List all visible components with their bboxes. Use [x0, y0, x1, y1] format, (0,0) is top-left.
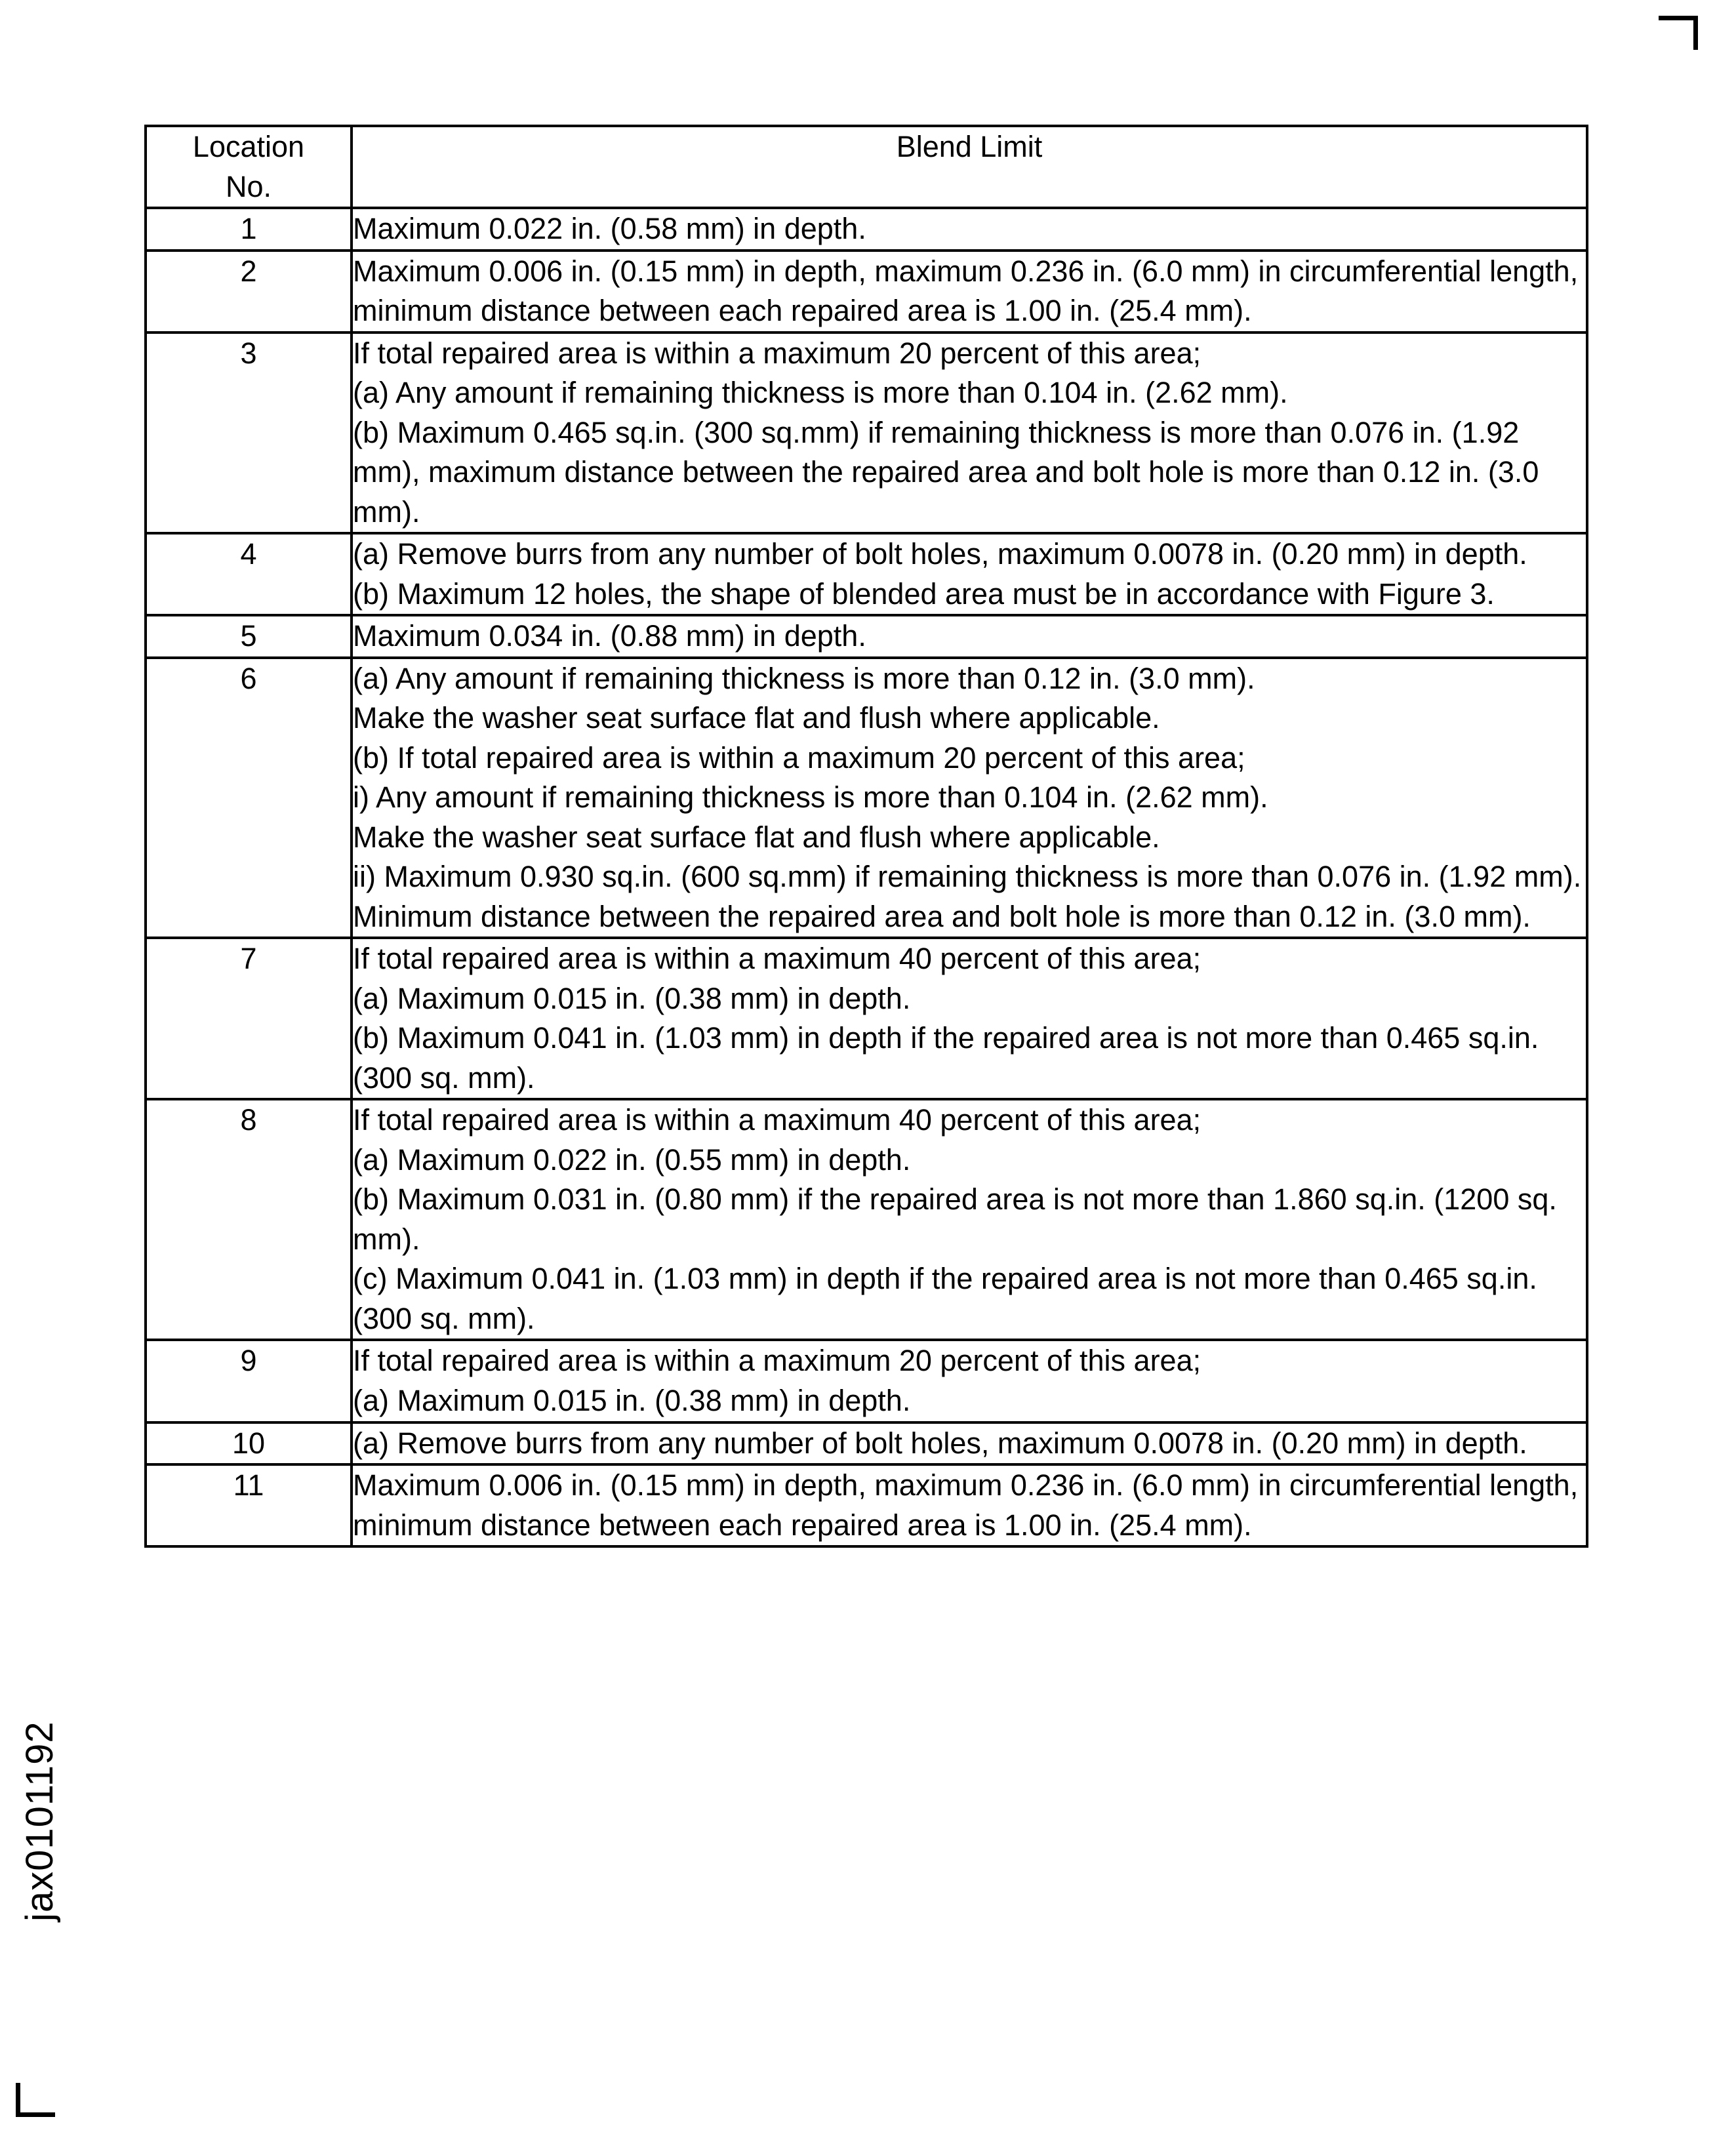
- blend-limit-line: Maximum 0.006 in. (0.15 mm) in depth, maximum 0.236 in. (6.0 mm) in circumferential length, minimum distance between each repaired area is 1.00 in. (25.4 mm).: [353, 1468, 1586, 1542]
- blend-limit-line: If total repaired area is within a maximum 20 percent of this area;: [353, 1344, 1201, 1378]
- blend-limit-line: (a) Maximum 0.022 in. (0.55 mm) in depth.: [353, 1142, 911, 1177]
- crop-mark-top-right: [1659, 16, 1698, 50]
- table-row: [146, 615, 1587, 658]
- blend-limit-line: (a) Remove burrs from any number of bolt holes, maximum 0.0078 in. (0.20 mm) in depth.: [353, 1426, 1527, 1460]
- table-row: [146, 251, 1587, 332]
- blend-limit-table-container: [144, 125, 1588, 1548]
- table-row: [146, 533, 1587, 615]
- cell-location-no: 7: [146, 938, 352, 1099]
- blend-limit-line: (a) Maximum 0.015 in. (0.38 mm) in depth.: [353, 981, 911, 1015]
- table-header: [146, 126, 1587, 208]
- cell-location-no: 10: [146, 1422, 352, 1465]
- column-header-location-no-line2: No.: [225, 169, 272, 203]
- blend-limit-line: (b) Maximum 0.041 in. (1.03 mm) in depth if the repaired area is not more than 0.465 sq.in. (300 sq. mm).: [353, 1021, 1547, 1095]
- blend-limit-line: i) Any amount if remaining thickness is more than 0.104 in. (2.62 mm).: [353, 780, 1268, 815]
- cell-blend-limit: [352, 938, 1587, 1099]
- table-row: [146, 1099, 1587, 1340]
- blend-limit-line: (b) If total repaired area is within a maximum 20 percent of this area;: [353, 740, 1245, 775]
- blend-limit-line: (c) Maximum 0.041 in. (1.03 mm) in depth if the repaired area is not more than 0.465 sq.in. (300 sq. mm).: [353, 1262, 1546, 1335]
- table-row: [146, 938, 1587, 1099]
- column-header-location-no-line1: Location: [192, 130, 305, 163]
- cell-blend-limit: [352, 1464, 1587, 1546]
- blend-limit-line: ii) Maximum 0.930 sq.in. (600 sq.mm) if remaining thickness is more than 0.076 in. (1.92 mm). Minimum distance between the repaired area and bolt hole is more than 0.12 in. (3.0 mm).: [353, 860, 1590, 933]
- blend-limit-line: Maximum 0.006 in. (0.15 mm) in depth, maximum 0.236 in. (6.0 mm) in circumferential length, minimum distance between each repaired area is 1.00 in. (25.4 mm).: [353, 254, 1586, 328]
- table-row: [146, 1340, 1587, 1422]
- cell-location-no: 2: [146, 251, 352, 332]
- table-row: [146, 208, 1587, 251]
- blend-limit-line: If total repaired area is within a maximum 20 percent of this area;: [353, 336, 1201, 370]
- cell-location-no: 1: [146, 208, 352, 251]
- table-row: [146, 658, 1587, 938]
- cell-location-no: 9: [146, 1340, 352, 1422]
- blend-limit-line: (b) Maximum 0.465 sq.in. (300 sq.mm) if remaining thickness is more than 0.076 in. (1.92 mm), maximum distance between the repaired area and bolt hole is more than 0.12 in. (3.0 mm).: [353, 415, 1547, 529]
- table-row: [146, 1464, 1587, 1546]
- blend-limit-line: If total repaired area is within a maximum 40 percent of this area;: [353, 1103, 1201, 1137]
- table-row: [146, 332, 1587, 534]
- cell-blend-limit: [352, 332, 1587, 534]
- blend-limit-line: Make the washer seat surface flat and flush where applicable.: [353, 820, 1160, 854]
- blend-limit-line: (b) Maximum 12 holes, the shape of blended area must be in accordance with Figure 3.: [353, 576, 1495, 611]
- cell-blend-limit: [352, 615, 1587, 658]
- blend-limit-line: (a) Any amount if remaining thickness is more than 0.12 in. (3.0 mm).: [353, 661, 1255, 695]
- cell-location-no: 3: [146, 332, 352, 534]
- cell-location-no: 4: [146, 533, 352, 615]
- cell-location-no: 8: [146, 1099, 352, 1340]
- blend-limit-line: Maximum 0.034 in. (0.88 mm) in depth.: [353, 619, 866, 653]
- table-header-row: [146, 126, 1587, 208]
- table-body: [146, 208, 1590, 1546]
- blend-limit-line: (a) Maximum 0.015 in. (0.38 mm) in depth.: [353, 1383, 911, 1417]
- blend-limit-line: Make the washer seat surface flat and flush where applicable.: [353, 701, 1160, 735]
- column-header-blend-limit: Blend Limit: [352, 126, 1587, 208]
- cell-blend-limit: [352, 208, 1587, 251]
- cell-blend-limit: [352, 1099, 1587, 1340]
- cell-location-no: 11: [146, 1464, 352, 1546]
- blend-limit-line: Maximum 0.022 in. (0.58 mm) in depth.: [353, 212, 866, 246]
- column-header-location-no: [146, 126, 352, 208]
- cell-blend-limit: [352, 658, 1590, 938]
- blend-limit-line: (a) Any amount if remaining thickness is more than 0.104 in. (2.62 mm).: [353, 376, 1288, 410]
- cell-blend-limit: [352, 251, 1587, 332]
- cell-blend-limit: [352, 1340, 1587, 1422]
- blend-limit-line: (b) Maximum 0.031 in. (0.80 mm) if the repaired area is not more than 1.860 sq.in. (1200 sq. mm).: [353, 1182, 1565, 1256]
- blend-limit-table: [144, 125, 1588, 1548]
- table-row: [146, 1422, 1587, 1465]
- cell-location-no: 6: [146, 658, 352, 938]
- blend-limit-line: (a) Remove burrs from any number of bolt holes, maximum 0.0078 in. (0.20 mm) in depth.: [353, 537, 1527, 571]
- blend-limit-line: If total repaired area is within a maximum 40 percent of this area;: [353, 942, 1201, 976]
- cell-location-no: 5: [146, 615, 352, 658]
- cell-blend-limit: [352, 1422, 1587, 1465]
- crop-mark-bottom-left: [16, 2083, 55, 2117]
- cell-blend-limit: [352, 533, 1587, 615]
- side-caption: jax0101192: [18, 1721, 61, 1922]
